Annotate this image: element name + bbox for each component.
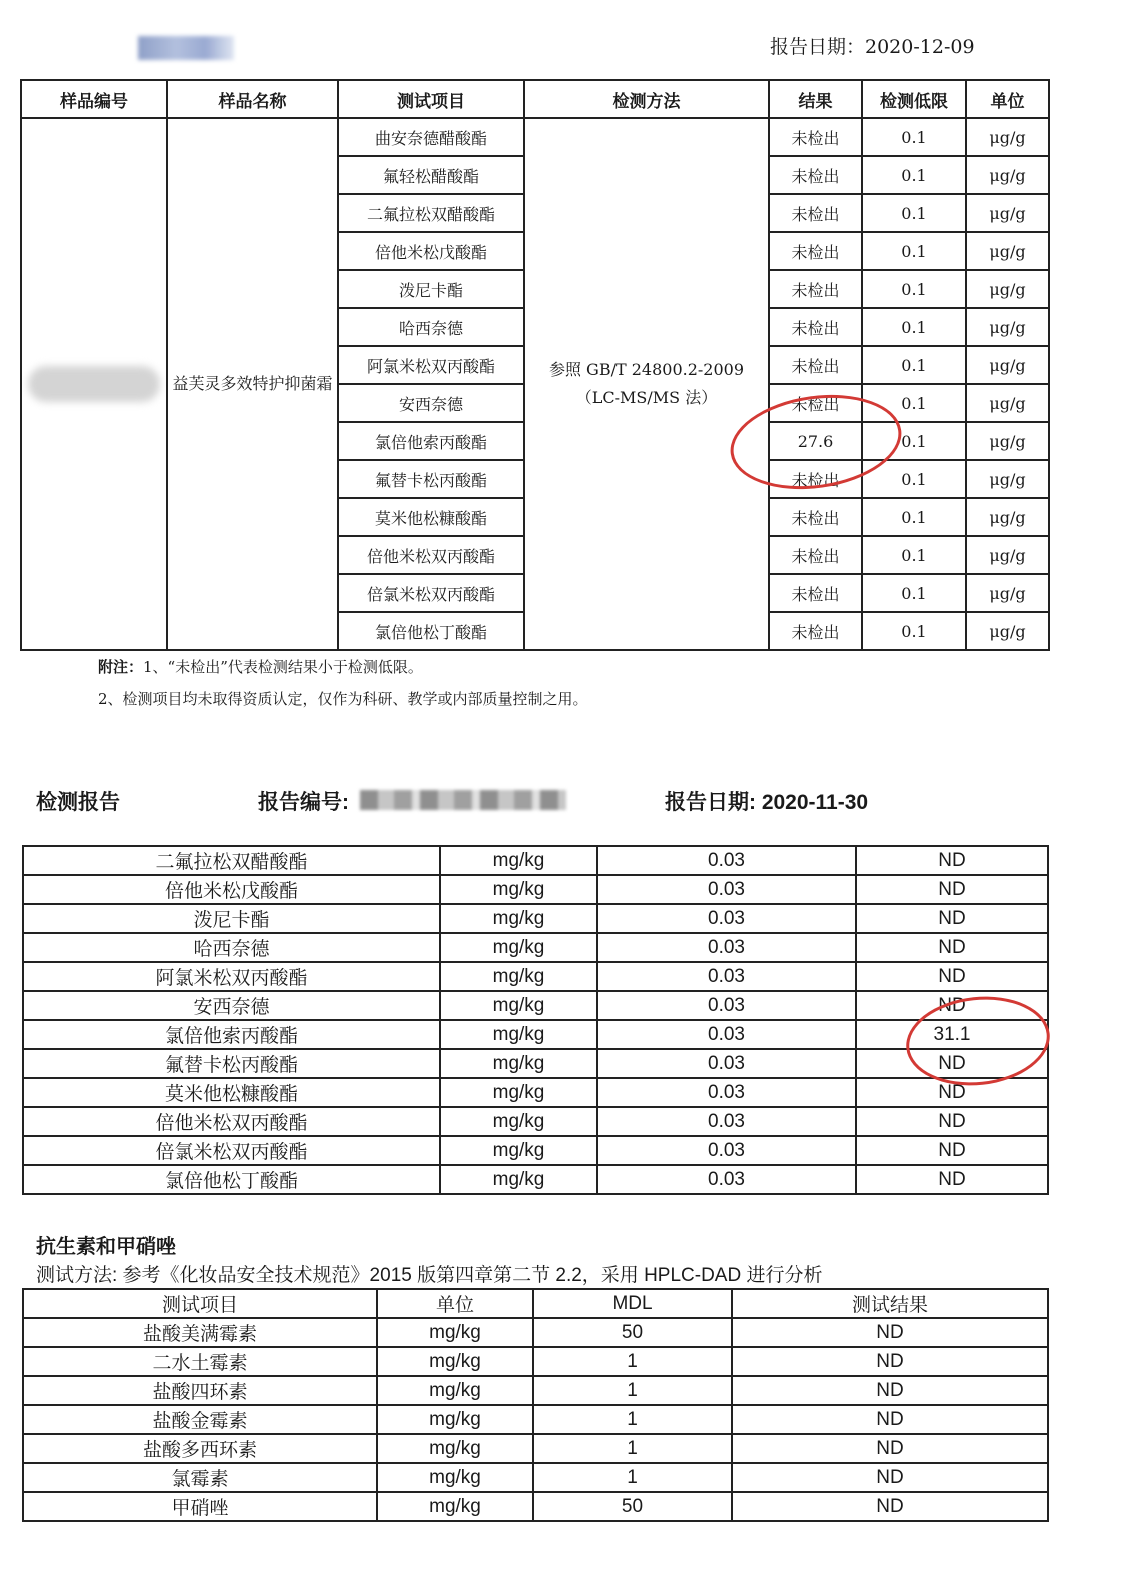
table-row bbox=[23, 1405, 1048, 1434]
detection-limit: 0.03 bbox=[597, 875, 856, 904]
antibiotics-section-title: 抗生素和甲硝唑 bbox=[36, 1236, 176, 1258]
result: ND bbox=[856, 1049, 1048, 1078]
test-item: 盐酸金霉素 bbox=[23, 1405, 377, 1434]
redacted-logo bbox=[138, 36, 234, 60]
test-item: 莫米他松糠酸酯 bbox=[23, 1078, 440, 1107]
test-item: 氯倍他索丙酸酯 bbox=[338, 422, 524, 460]
mdl: 50 bbox=[533, 1492, 732, 1521]
detection-limit: 0.1 bbox=[862, 156, 966, 194]
result: ND bbox=[732, 1318, 1048, 1347]
table-row bbox=[23, 991, 1048, 1020]
detection-limit: 0.1 bbox=[862, 422, 966, 460]
col-sample-no: 样品编号 bbox=[21, 80, 167, 118]
result: 27.6 bbox=[769, 422, 862, 460]
unit: μg/g bbox=[966, 384, 1049, 422]
detection-limit: 0.03 bbox=[597, 1078, 856, 1107]
unit: μg/g bbox=[966, 270, 1049, 308]
unit: mg/kg bbox=[377, 1318, 533, 1347]
result: 未检出 bbox=[769, 574, 862, 612]
unit: mg/kg bbox=[440, 1020, 597, 1049]
unit: mg/kg bbox=[377, 1463, 533, 1492]
detection-limit: 0.03 bbox=[597, 962, 856, 991]
test-item: 盐酸美满霉素 bbox=[23, 1318, 377, 1347]
test-item: 倍他米松双丙酸酯 bbox=[23, 1107, 440, 1136]
result: 31.1 bbox=[856, 1020, 1048, 1049]
detection-limit: 0.1 bbox=[862, 460, 966, 498]
result: ND bbox=[732, 1376, 1048, 1405]
unit: μg/g bbox=[966, 460, 1049, 498]
result: ND bbox=[856, 904, 1048, 933]
result: ND bbox=[732, 1405, 1048, 1434]
unit: mg/kg bbox=[440, 1049, 597, 1078]
report1-date: 报告日期：2020-12-09 bbox=[770, 36, 975, 58]
result: ND bbox=[856, 875, 1048, 904]
unit: μg/g bbox=[966, 612, 1049, 650]
report2-date: 报告日期: 2020-11-30 bbox=[665, 791, 869, 814]
table-row bbox=[23, 1347, 1048, 1376]
redacted-report-number bbox=[360, 790, 566, 810]
col-sample-name: 样品名称 bbox=[167, 80, 338, 118]
mdl: 1 bbox=[533, 1434, 732, 1463]
sample-name-cell: 益芙灵多效特护抑菌霜 bbox=[167, 118, 338, 650]
detection-limit: 0.1 bbox=[862, 384, 966, 422]
unit: mg/kg bbox=[440, 933, 597, 962]
test-item: 盐酸四环素 bbox=[23, 1376, 377, 1405]
unit: μg/g bbox=[966, 232, 1049, 270]
detection-limit: 0.1 bbox=[862, 308, 966, 346]
mdl: 1 bbox=[533, 1463, 732, 1492]
test-item: 阿氯米松双丙酸酯 bbox=[23, 962, 440, 991]
table-row bbox=[23, 1434, 1048, 1463]
test-item: 阿氯米松双丙酸酯 bbox=[338, 346, 524, 384]
detection-limit: 0.03 bbox=[597, 1020, 856, 1049]
result: 未检出 bbox=[769, 498, 862, 536]
result: ND bbox=[732, 1434, 1048, 1463]
table-row bbox=[23, 1020, 1048, 1049]
mdl: 50 bbox=[533, 1318, 732, 1347]
unit: μg/g bbox=[966, 346, 1049, 384]
result: 未检出 bbox=[769, 612, 862, 650]
test-item: 莫米他松糠酸酯 bbox=[338, 498, 524, 536]
result: 未检出 bbox=[769, 232, 862, 270]
test-item: 泼尼卡酯 bbox=[338, 270, 524, 308]
detection-limit: 0.1 bbox=[862, 536, 966, 574]
report2-title: 检测报告 bbox=[36, 791, 120, 814]
test-item: 曲安奈德醋酸酯 bbox=[338, 118, 524, 156]
unit: mg/kg bbox=[440, 1136, 597, 1165]
report1-note-1 bbox=[98, 656, 423, 677]
result: ND bbox=[856, 991, 1048, 1020]
result: ND bbox=[732, 1492, 1048, 1521]
test-item: 氯倍他索丙酸酯 bbox=[23, 1020, 440, 1049]
test-item: 倍他米松双丙酸酯 bbox=[338, 536, 524, 574]
test-item: 氯倍他松丁酸酯 bbox=[338, 612, 524, 650]
note-label: 附注： bbox=[98, 658, 144, 676]
test-item: 甲硝唑 bbox=[23, 1492, 377, 1521]
result: ND bbox=[856, 962, 1048, 991]
result: ND bbox=[856, 1136, 1048, 1165]
result: 未检出 bbox=[769, 536, 862, 574]
mdl: 1 bbox=[533, 1376, 732, 1405]
note-1-text: 1、“未检出”代表检测结果小于检测低限。 bbox=[143, 658, 423, 676]
result: ND bbox=[732, 1347, 1048, 1376]
col-unit: 单位 bbox=[377, 1289, 533, 1318]
result: 未检出 bbox=[769, 194, 862, 232]
unit: mg/kg bbox=[440, 846, 597, 875]
detection-limit: 0.1 bbox=[862, 118, 966, 156]
result: 未检出 bbox=[769, 460, 862, 498]
detection-limit: 0.03 bbox=[597, 1136, 856, 1165]
detection-limit: 0.1 bbox=[862, 232, 966, 270]
result: 未检出 bbox=[769, 384, 862, 422]
table-row bbox=[23, 1078, 1048, 1107]
sample-number-cell bbox=[21, 118, 167, 650]
unit: μg/g bbox=[966, 422, 1049, 460]
test-item: 氟替卡松丙酸酯 bbox=[338, 460, 524, 498]
col-result: 测试结果 bbox=[732, 1289, 1048, 1318]
unit: mg/kg bbox=[440, 904, 597, 933]
table-row bbox=[23, 1492, 1048, 1521]
test-item: 哈西奈德 bbox=[23, 933, 440, 962]
antibiotics-header-row bbox=[23, 1289, 1048, 1318]
table-row bbox=[23, 904, 1048, 933]
report2-number-label: 报告编号: bbox=[258, 791, 349, 814]
result: ND bbox=[856, 1165, 1048, 1194]
test-item: 二氟拉松双醋酸酯 bbox=[23, 846, 440, 875]
test-item: 倍他米松戊酸酯 bbox=[23, 875, 440, 904]
table-row bbox=[23, 846, 1048, 875]
test-item: 倍氯米松双丙酸酯 bbox=[23, 1136, 440, 1165]
table-row bbox=[23, 1318, 1048, 1347]
report1-header-row bbox=[21, 80, 1049, 118]
detection-limit: 0.1 bbox=[862, 270, 966, 308]
detection-limit: 0.03 bbox=[597, 1165, 856, 1194]
col-mdl: MDL bbox=[533, 1289, 732, 1318]
method-line-2: （LC-MS/MS 法） bbox=[575, 388, 718, 407]
col-result: 结果 bbox=[769, 80, 862, 118]
unit: μg/g bbox=[966, 536, 1049, 574]
unit: μg/g bbox=[966, 118, 1049, 156]
table-row bbox=[21, 118, 1049, 156]
method-cell bbox=[524, 118, 769, 650]
test-item: 安西奈德 bbox=[23, 991, 440, 1020]
test-item: 盐酸多西环素 bbox=[23, 1434, 377, 1463]
test-item: 泼尼卡酯 bbox=[23, 904, 440, 933]
table-row bbox=[23, 1165, 1048, 1194]
unit: mg/kg bbox=[440, 1078, 597, 1107]
detection-limit: 0.1 bbox=[862, 194, 966, 232]
detection-limit: 0.1 bbox=[862, 574, 966, 612]
unit: mg/kg bbox=[440, 875, 597, 904]
table-row bbox=[23, 1107, 1048, 1136]
test-item: 氯霉素 bbox=[23, 1463, 377, 1492]
detection-limit: 0.1 bbox=[862, 612, 966, 650]
table-row bbox=[23, 1463, 1048, 1492]
test-item: 倍氯米松双丙酸酯 bbox=[338, 574, 524, 612]
unit: mg/kg bbox=[440, 991, 597, 1020]
unit: mg/kg bbox=[377, 1405, 533, 1434]
table-row bbox=[23, 962, 1048, 991]
redacted-sample-number bbox=[28, 366, 160, 402]
col-test-item: 测试项目 bbox=[23, 1289, 377, 1318]
result: 未检出 bbox=[769, 156, 862, 194]
unit: μg/g bbox=[966, 574, 1049, 612]
col-limit: 检测低限 bbox=[862, 80, 966, 118]
table-row bbox=[23, 1376, 1048, 1405]
report2-antibiotics-table bbox=[22, 1288, 1049, 1522]
test-item: 哈西奈德 bbox=[338, 308, 524, 346]
unit: mg/kg bbox=[440, 1165, 597, 1194]
unit: mg/kg bbox=[377, 1376, 533, 1405]
unit: mg/kg bbox=[377, 1434, 533, 1463]
table-row bbox=[23, 1049, 1048, 1078]
table-row bbox=[23, 875, 1048, 904]
detection-limit: 0.03 bbox=[597, 846, 856, 875]
unit: μg/g bbox=[966, 308, 1049, 346]
result: ND bbox=[856, 1107, 1048, 1136]
method-line-1: 参照 GB/T 24800.2-2009 bbox=[548, 360, 745, 379]
unit: mg/kg bbox=[377, 1492, 533, 1521]
result: 未检出 bbox=[769, 118, 862, 156]
detection-limit: 0.03 bbox=[597, 1049, 856, 1078]
unit: μg/g bbox=[966, 156, 1049, 194]
result: ND bbox=[856, 1078, 1048, 1107]
result: ND bbox=[856, 846, 1048, 875]
result: 未检出 bbox=[769, 270, 862, 308]
unit: mg/kg bbox=[440, 1107, 597, 1136]
test-item: 氯倍他松丁酸酯 bbox=[23, 1165, 440, 1194]
col-test-item: 测试项目 bbox=[338, 80, 524, 118]
mdl: 1 bbox=[533, 1347, 732, 1376]
test-item: 氟轻松醋酸酯 bbox=[338, 156, 524, 194]
unit: μg/g bbox=[966, 194, 1049, 232]
test-item: 二氟拉松双醋酸酯 bbox=[338, 194, 524, 232]
result: 未检出 bbox=[769, 346, 862, 384]
mdl: 1 bbox=[533, 1405, 732, 1434]
unit: μg/g bbox=[966, 498, 1049, 536]
detection-limit: 0.03 bbox=[597, 933, 856, 962]
report1-note-2: 2、检测项目均未取得资质认定，仅作为科研、教学或内部质量控制之用。 bbox=[98, 690, 588, 708]
col-method: 检测方法 bbox=[524, 80, 769, 118]
result: ND bbox=[856, 933, 1048, 962]
unit: mg/kg bbox=[377, 1347, 533, 1376]
detection-limit: 0.03 bbox=[597, 1107, 856, 1136]
table-row bbox=[23, 933, 1048, 962]
test-item: 氟替卡松丙酸酯 bbox=[23, 1049, 440, 1078]
unit: mg/kg bbox=[440, 962, 597, 991]
result: 未检出 bbox=[769, 308, 862, 346]
result: ND bbox=[732, 1463, 1048, 1492]
detection-limit: 0.03 bbox=[597, 991, 856, 1020]
report2-steroid-table bbox=[22, 845, 1049, 1195]
col-unit: 单位 bbox=[966, 80, 1049, 118]
antibiotics-method: 测试方法: 参考《化妆品安全技术规范》2015 版第四章第二节 2.2，采用 HPLC-DAD 进行分析 bbox=[36, 1265, 823, 1286]
detection-limit: 0.03 bbox=[597, 904, 856, 933]
detection-limit: 0.1 bbox=[862, 498, 966, 536]
report1-table bbox=[20, 79, 1050, 651]
test-item: 二水土霉素 bbox=[23, 1347, 377, 1376]
detection-limit: 0.1 bbox=[862, 346, 966, 384]
table-row bbox=[23, 1136, 1048, 1165]
test-item: 安西奈德 bbox=[338, 384, 524, 422]
test-item: 倍他米松戊酸酯 bbox=[338, 232, 524, 270]
